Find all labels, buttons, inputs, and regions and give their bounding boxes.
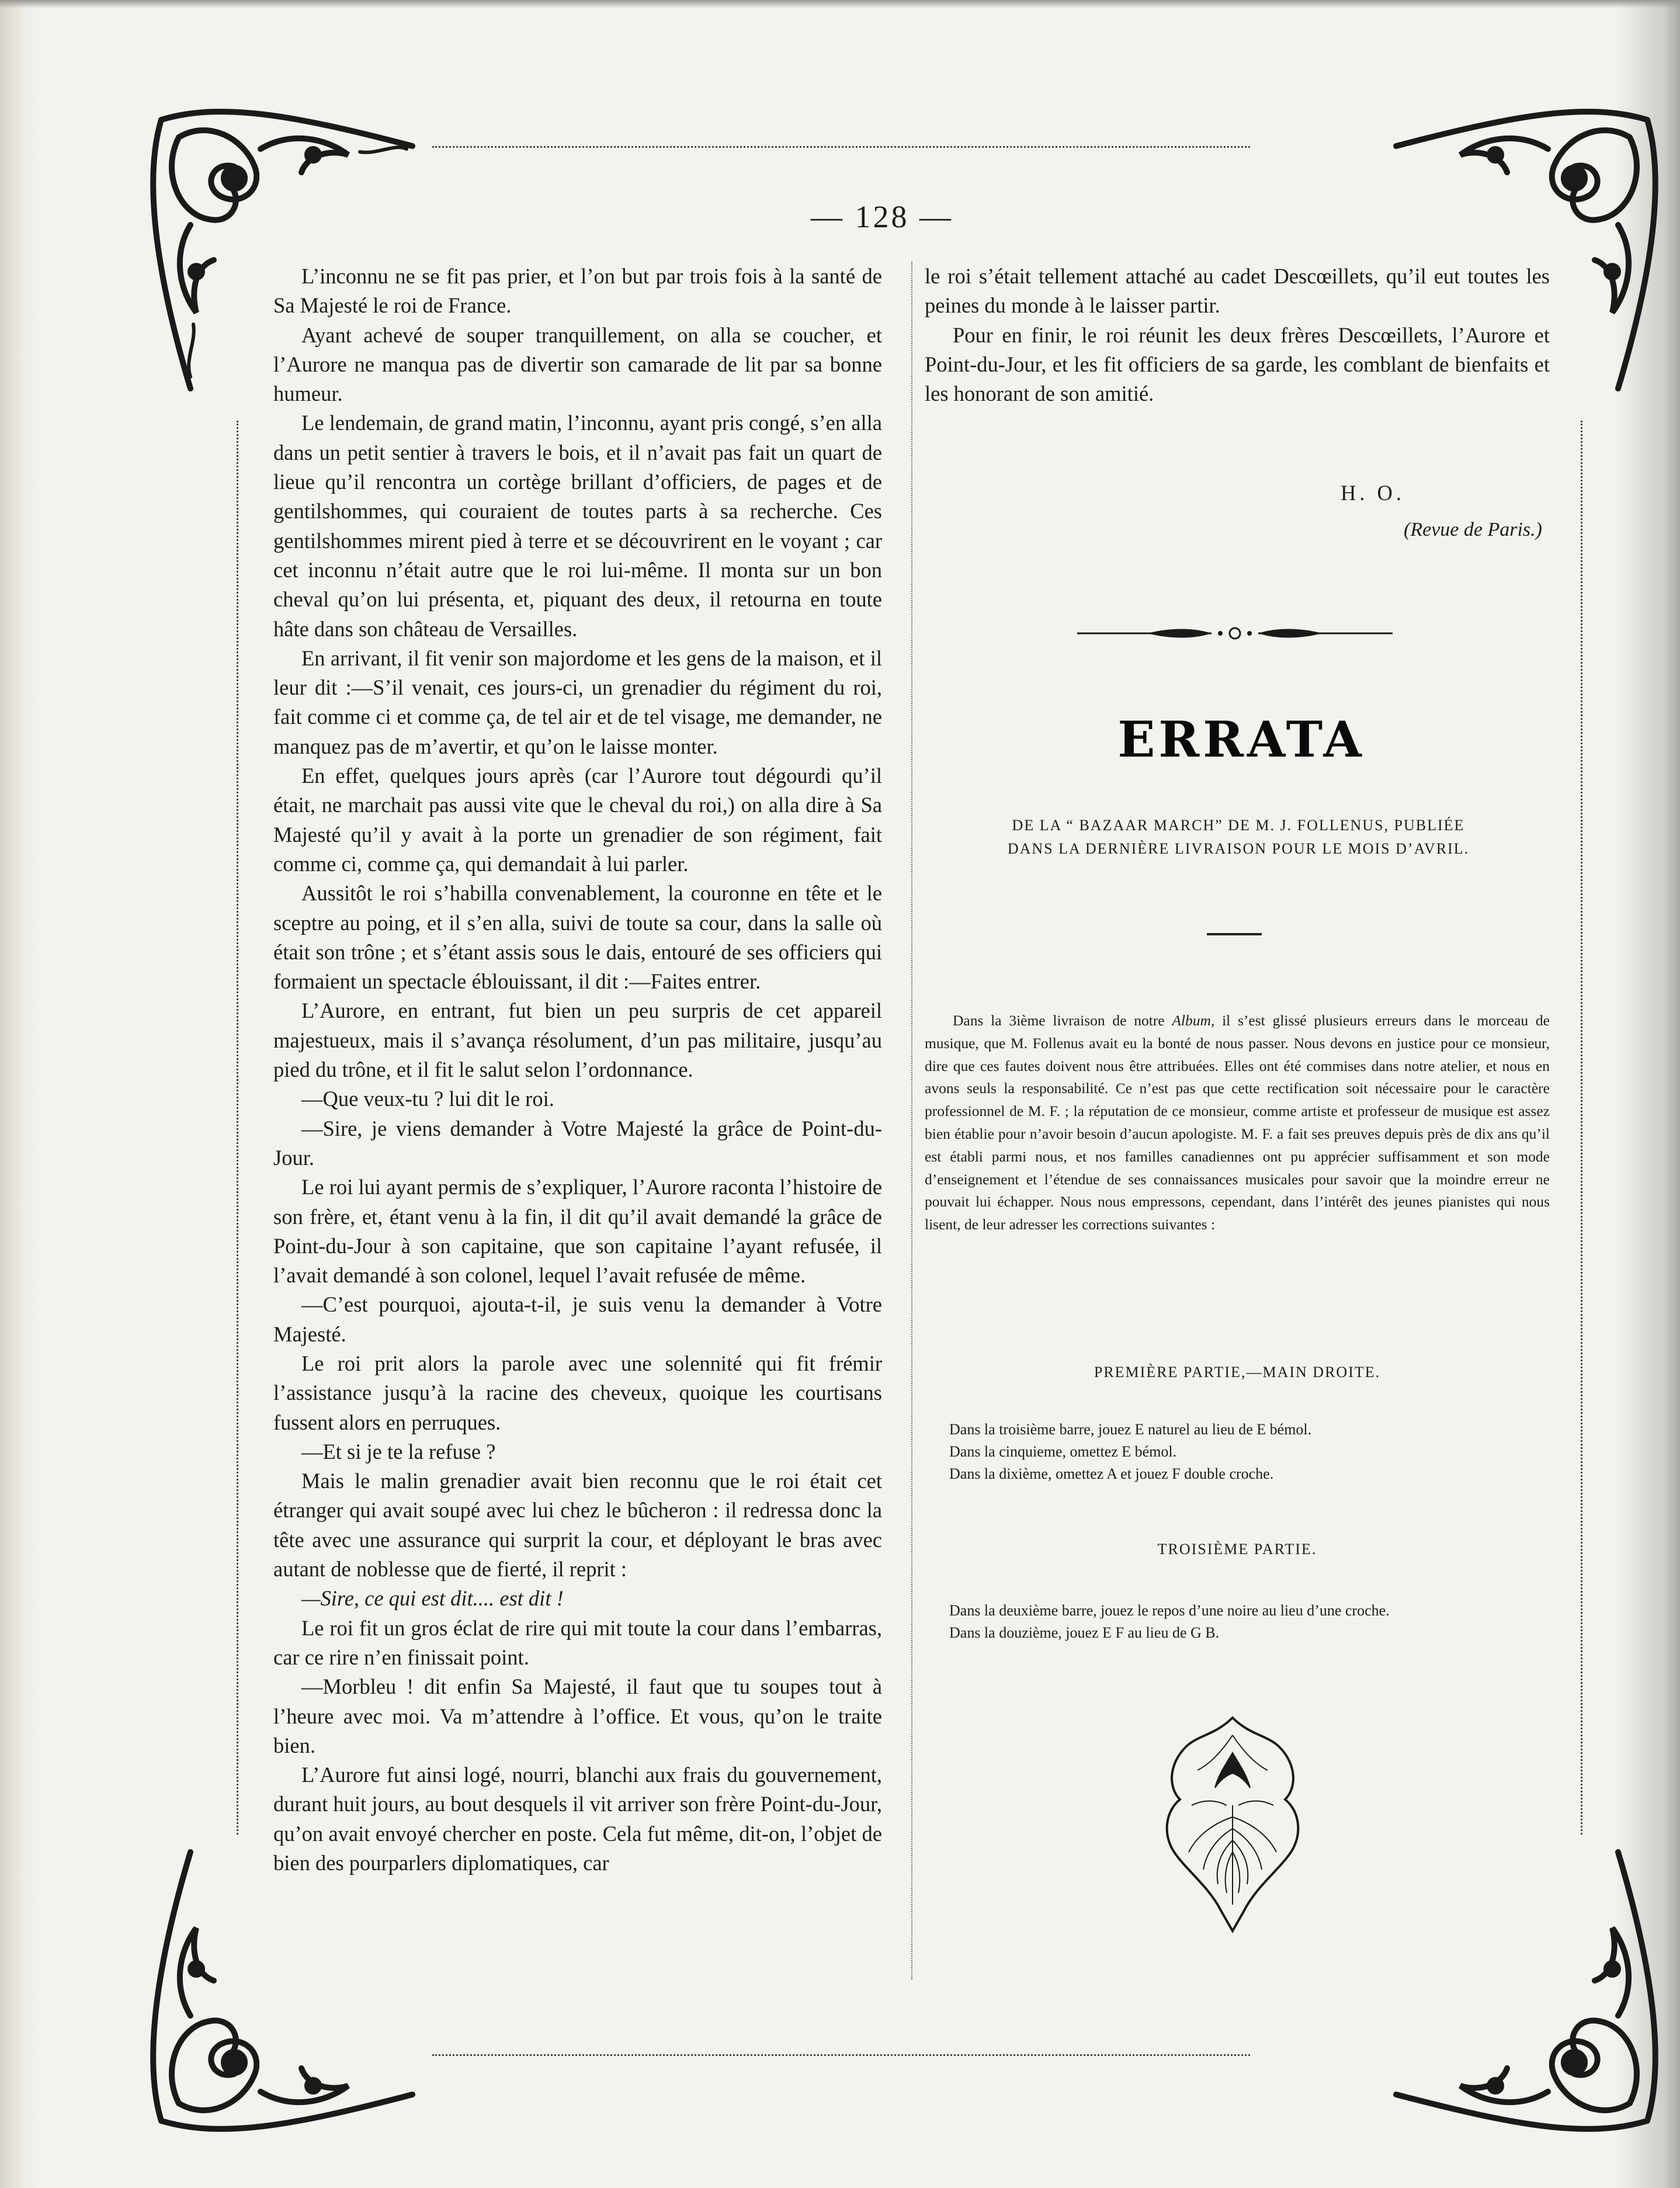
source-citation: (Revue de Paris.)	[1404, 519, 1542, 540]
paragraph: —Et si je te la refuse ?	[301, 1439, 496, 1464]
column-divider	[911, 262, 912, 1979]
frame-bottom-rule	[432, 2054, 1250, 2056]
paragraph: Le roi prit alors la parole avec une solennité qui fit frémir l’assistance jusqu’à la racine des cheveux, quoique les courtisans fussent alors en perruques.	[273, 1351, 882, 1434]
author-signature: H. O.	[1340, 481, 1405, 505]
page-top-edge	[0, 0, 1680, 8]
frame-right-rule	[1581, 421, 1582, 1835]
part3-corrections	[949, 1600, 1551, 1644]
paragraph: —Sire, je viens demander à Votre Majesté la grâce de Point-du-Jour.	[273, 1116, 882, 1170]
part1-corrections	[949, 1419, 1551, 1485]
paragraph: Le roi lui ayant permis de s’expliquer, l’Aurore raconta l’histoire de son frère, et, étant venu à la fin, il dit qu’il avait demandé la grâce de Point-du-Jour à son capitaine, que son capitaine l’ayant refusée, il l’avait demandé à son colonel, lequel l’avait refusée de même.	[273, 1175, 882, 1288]
paragraph: L’Aurore, en entrant, fut bien un peu surpris de cet appareil majestueux, mais il s’avança résolument, d’un pas militaire, jusqu’au pied du trône, et il fit le salut selon l’ordonnance.	[273, 998, 882, 1082]
correction-item: Dans la dixième, omettez A et jouez F double croche.	[949, 1465, 1274, 1482]
paragraph: L’inconnu ne se fit pas prier, et l’on but par trois fois à la santé de Sa Majesté le roi de France.	[273, 264, 882, 318]
errata-title: ERRATA	[1117, 710, 1365, 768]
errata-subtitle	[926, 814, 1551, 861]
paragraph: —Morbleu ! dit enfin Sa Majesté, il faut que tu soupes tout à l’heure avec moi. Va m’attendre à l’office. Et vous, qu’on le traite bien.	[273, 1674, 882, 1757]
paragraph: —C’est pourquoi, ajouta-t-il, je suis venu la demander à Votre Majesté.	[273, 1292, 882, 1346]
paragraph: le roi s’était tellement attaché au cadet Descœillets, qu’il eut toutes les peines du monde à le laisser partir.	[925, 264, 1550, 318]
corner-ornament-bottom-right	[1379, 1840, 1671, 2144]
part3-heading: TROISIÈME PARTIE.	[1157, 1541, 1317, 1558]
part1-heading: PREMIÈRE PARTIE,—MAIN DROITE.	[1094, 1364, 1381, 1381]
paragraph: Le roi fit un gros éclat de rire qui mit toute la cour dans l’embarras, car ce rire n’en finissait point.	[273, 1615, 882, 1669]
line-divider-ornament	[1077, 625, 1393, 642]
page-left-edge	[0, 0, 41, 2188]
paragraph: En arrivant, il fit venir son majordome et les gens de la maison, et il leur dit :—S’il venait, ces jours-ci, un grenadier du régiment du roi, fait comme ci et comme ça, de tel air et de tel visage, me demander, ne manquez pas de m’avertir, et qu’on le laisse monter.	[273, 646, 882, 758]
corner-ornament-bottom-left	[138, 1840, 430, 2144]
correction-item: Dans la douzième, jouez E F au lieu de G B.	[949, 1624, 1220, 1641]
paragraph: Ayant achevé de souper tranquillement, on alla se coucher, et l’Aurore ne manqua pas de divertir son camarade de lit par sa bonne humeur.	[273, 323, 882, 406]
right-column	[925, 262, 1550, 408]
paragraph: Mais le malin grenadier avait bien reconnu que le roi était cet étranger qui avait soupé avec lui chez le bûcheron : il redressa donc la tête avec une assurance qui surprit la cour, et déployant le bras avec autant de noblesse que de fierté, il reprit :	[273, 1469, 882, 1582]
left-column	[273, 262, 882, 1878]
frame-top-rule	[432, 146, 1250, 148]
correction-item: Dans la cinquieme, omettez E bémol.	[949, 1443, 1177, 1460]
paragraph-italic: —Sire, ce qui est dit.... est dit !	[301, 1586, 564, 1611]
paragraph: Le lendemain, de grand matin, l’inconnu, ayant pris congé, s’en alla dans un petit sentier à travers le bois, et il n’avait pas fait un quart de lieue qu’il rencontra un cortège brillant d’officiers, de pages et de gentilshommes, qui couraient de toutes parts à sa recherche. Ces gentilshommes mirent pied à terre et se découvrirent en le voyant ; car cet inconnu n’était autre que le roi lui-même. Il monta sur un bon cheval qu’on lui présenta, et, piquant des deux, il retourna en toute hâte dans son château de Versailles.	[273, 411, 882, 641]
correction-item: Dans la troisième barre, jouez E naturel au lieu de E bémol.	[949, 1421, 1312, 1438]
errata-subtitle-line: DE LA “ BAZAAR MARCH” DE M. J. FOLLENUS, PUBLIÉE	[1012, 817, 1465, 834]
paragraph: En effet, quelques jours après (car l’Aurore tout dégourdi qu’il était, ne marchait pas aussi vite que le cheval du roi,) on alla dire à Sa Majesté qu’il y avait à la porte un grenadier de son régiment, fait comme ci, comme ça, qui demandait à lui parler.	[273, 764, 882, 876]
paragraph: Pour en finir, le roi réunit les deux frères Descœillets, l’Aurore et Point-du-Jour, et les fit officiers de sa garde, les comblant de bienfaits et les honorant de son amitié.	[925, 323, 1550, 406]
paragraph: —Que veux-tu ? lui dit le roi.	[301, 1087, 554, 1111]
errata-notice: Dans la 3ième livraison de notre Album, il s’est glissé plusieurs erreurs dans le morceau de musique, que M. Follenus avait eu la bonté de nous passer. Nous devons en justice pour ce monsieur, dire que ces fautes doivent nous être attribuées. Elles ont été commises dans notre atelier, et nous en avons seuls la responsabilité. Ce n’est pas que cette rectification soit nécessaire pour le caractère professionnel de M. F. ; la réputation de ce monsieur, comme artiste et professeur de musique est assez bien établie pour n’avoir besoin d’aucun apologiste. M. F. a fait ses preuves depuis près de dix ans qu’il est établi parmi nous, et nos familles canadiennes ont pu apprécier suffisamment et son mode d’enseignement et l’étendue de ses connaissances musicales pour savoir que la moindre erreur ne pouvait lui échapper. Nous nous empressons, cependant, dans l’intérêt des jeunes pianistes qui nous lisent, de leur adresser les corrections suivantes :	[925, 1012, 1550, 1233]
page-number: — 128 —	[811, 199, 953, 234]
errata-subtitle-line: DANS LA DERNIÈRE LIVRAISON POUR LE MOIS D’AVRIL.	[1007, 840, 1470, 857]
paragraph: L’Aurore fut ainsi logé, nourri, blanchi aux frais du gouvernement, durant huit jours, au bout desquels il vit arriver son frère Point-du-Jour, qu’on avait envoyé chercher en poste. Cela fut même, dit-on, l’objet de bien des pourparlers diplomatiques, car	[273, 1763, 882, 1875]
frame-left-rule	[237, 421, 238, 1835]
short-rule	[1207, 933, 1262, 935]
correction-item: Dans la deuxième barre, jouez le repos d’une noire au lieu d’une croche.	[949, 1602, 1390, 1619]
paragraph: Aussitôt le roi s’habilla convenablement, la couronne en tête et le sceptre au poing, et il s’en alla, suivi de toute sa cour, dans la salle où était son trône ; et s’étant assis sous le dais, entouré de ses officiers qui formaient un spectacle éblouissant, il dit :—Faites entrer.	[273, 881, 882, 994]
fleuron-ornament	[1162, 1712, 1303, 1934]
